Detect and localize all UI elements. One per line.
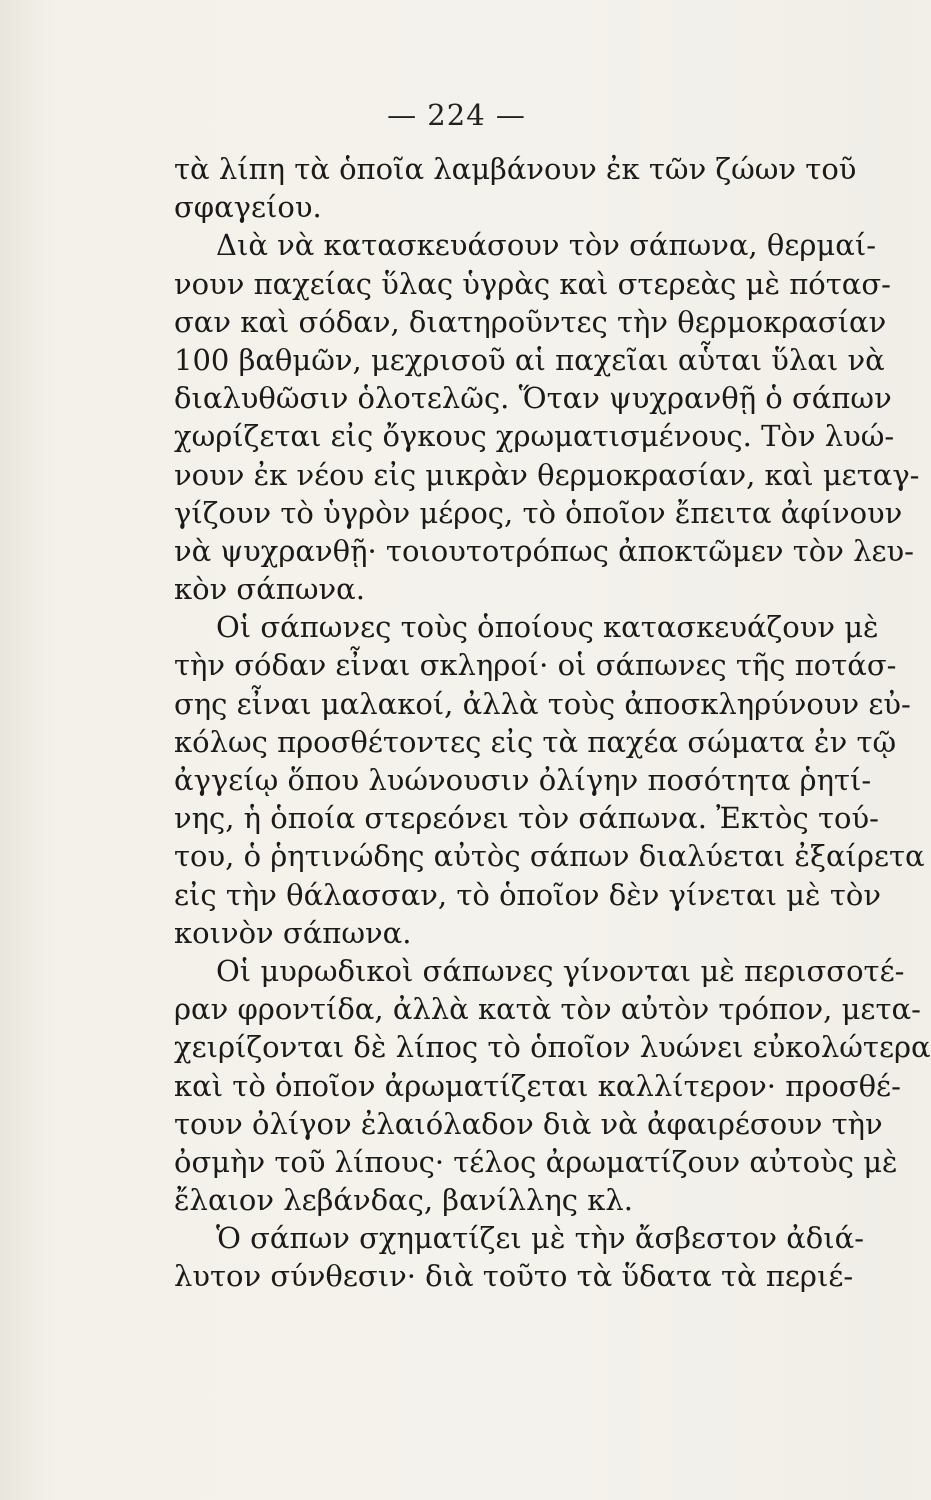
text-line: σφαγείου. (174, 190, 322, 225)
text-line: διαλυθῶσιν ὁλοτελῶς. Ὅταν ψυχρανθῇ ὁ σάπων (174, 381, 892, 416)
text-line: σαν καὶ σόδαν, διατηροῦντες τὴν θερμοκρασίαν (174, 304, 887, 339)
page-number: — 224 — (387, 98, 526, 132)
text-line: νουν παχείας ὕλας ὑγρὰς καὶ στερεὰς μὲ πότασ- (174, 266, 891, 301)
text-line: σης εἶναι μαλακοί, ἀλλὰ τοὺς ἀποσκληρύνουν εὐ- (174, 686, 911, 721)
text-line: εἰς τὴν θάλασσαν, τὸ ὁποῖον δὲν γίνεται μὲ τὸν (174, 877, 881, 912)
body-text (174, 150, 931, 1296)
text-line: Ὁ σάπων σχηματίζει μὲ τὴν ἄσβεστον ἀδιά- (216, 1221, 864, 1256)
text-line: του, ὁ ῥητινώδης αὐτὸς σάπων διαλύεται ἐξαίρετα (174, 839, 925, 874)
text-line: χωρίζεται εἰς ὄγκους χρωματισμένους. Τὸν λυώ- (174, 419, 895, 454)
text-line: κοινὸν σάπωνα. (174, 915, 412, 950)
text-line: ραν φροντίδα, ἀλλὰ κατὰ τὸν αὐτὸν τρόπον, μετα- (174, 992, 921, 1027)
text-line: ἀγγείῳ ὅπου λυώνουσιν ὀλίγην ποσότητα ῥητί- (174, 763, 872, 797)
text-line: χειρίζονται δὲ λίπος τὸ ὁποῖον λυώνει εὐκολώτερα (174, 1030, 931, 1065)
text-line: ὀσμὴν τοῦ λίπους· τέλος ἀρωματίζουν αὐτοὺς μὲ (174, 1144, 898, 1179)
text-line: κὸν σάπωνα. (174, 572, 365, 607)
text-line: γίζουν τὸ ὑγρὸν μέρος, τὸ ὁποῖον ἔπειτα ἀφίνουν (174, 495, 903, 530)
text-line: Οἱ σάπωνες τοὺς ὁποίους κατασκευάζουν μὲ (216, 610, 879, 645)
text-line: Οἱ μυρωδικοὶ σάπωνες γίνονται μὲ περισσοτέ- (216, 953, 905, 988)
text-line: νης, ἡ ὁποία στερεόνει τὸν σάπωνα. Ἐκτὸς τού- (174, 801, 879, 836)
text-line: ἔλαιον λεβάνδας, βανίλλης κλ. (174, 1183, 633, 1218)
text-line: τὴν σόδαν εἶναι σκληροί· οἱ σάπωνες τῆς ποτάσ- (174, 648, 897, 683)
text-line: κόλως προσθέτοντες εἰς τὰ παχέα σώματα ἐν τῷ (174, 724, 897, 759)
text-line: νουν ἐκ νέου εἰς μικρὰν θερμοκρασίαν, καὶ μεταγ- (174, 457, 920, 492)
text-line: λυτον σύνθεσιν· διὰ τοῦτο τὰ ὕδατα τὰ περιέ- (174, 1259, 854, 1294)
text-line: τὰ λίπη τὰ ὁποῖα λαμβάνουν ἐκ τῶν ζώων τοῦ (174, 152, 857, 186)
text-line: 100 βαθμῶν, μεχρισοῦ αἱ παχεῖαι αὗται ὕλαι νὰ (174, 342, 885, 377)
text-line: Διὰ νὰ κατασκευάσουν τὸν σάπωνα, θερμαί- (216, 228, 876, 263)
text-line: νὰ ψυχρανθῇ· τοιουτοτρόπως ἀποκτῶμεν τὸν λευ- (174, 533, 914, 568)
text-line: καὶ τὸ ὁποῖον ἀρωματίζεται καλλίτερον· προσθέ- (174, 1068, 901, 1103)
text-line: τουν ὀλίγον ἐλαιόλαδον διὰ νὰ ἀφαιρέσουν τὴν (174, 1106, 883, 1141)
